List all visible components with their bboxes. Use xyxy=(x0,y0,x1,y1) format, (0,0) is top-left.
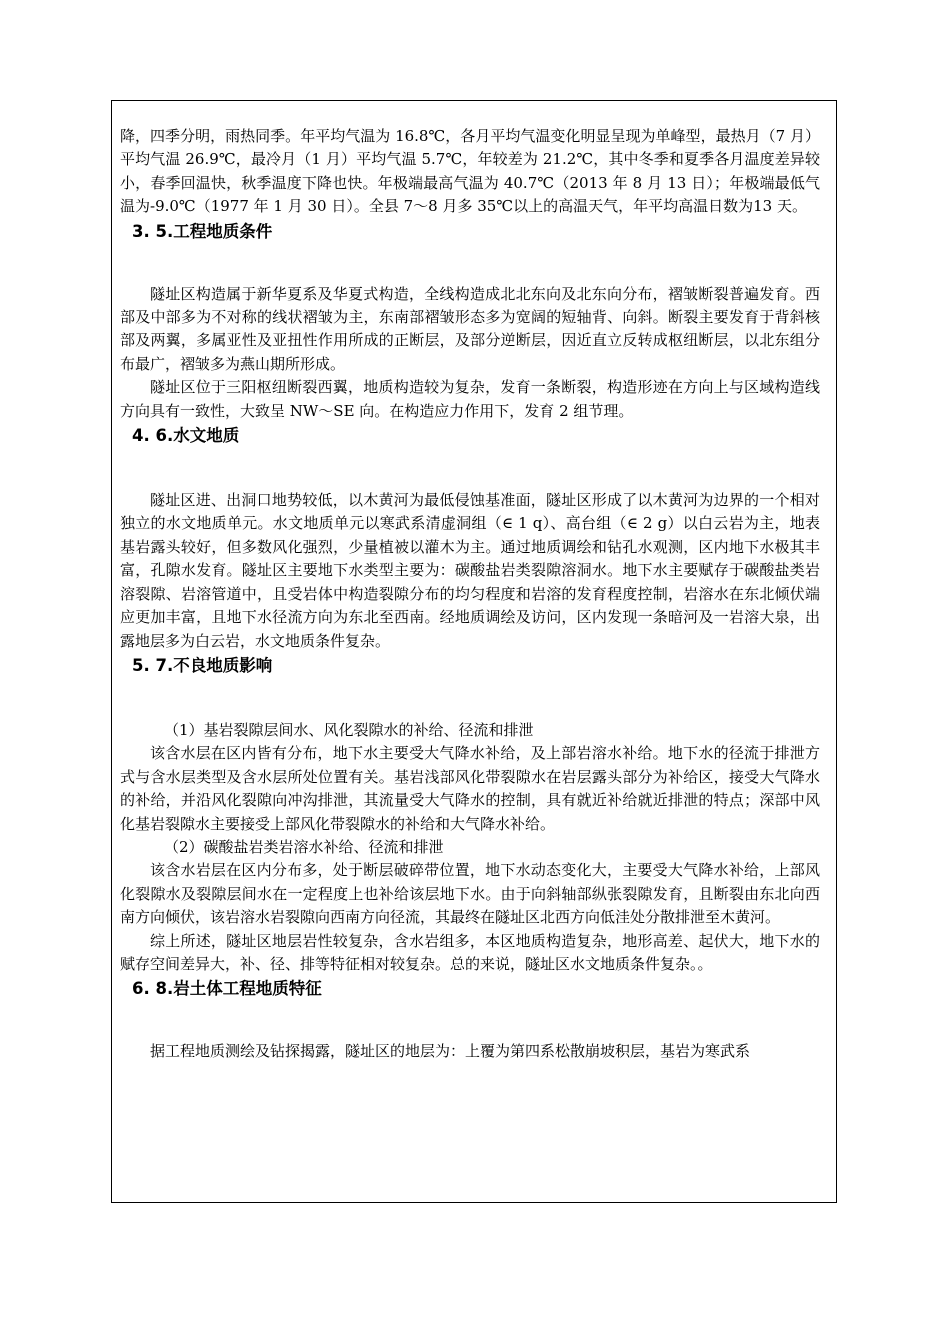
adverse-subtitle-2: （2）碳酸盐岩类岩溶水补给、径流和排泄 xyxy=(164,837,444,856)
spacer xyxy=(120,1002,820,1040)
section-heading-adverse-geology: 5. 7.不良地质影响 xyxy=(132,655,273,675)
section-heading-hydrogeology: 4. 6.水文地质 xyxy=(132,426,240,446)
geology-paragraph-2: 隧址区位于三阳枢纽断裂西翼，地质构造较为复杂，发育一条断裂，构造形迹在方向上与区域构造线方向具有一致性，大致呈 NW～SE 向。在构造应力作用下，发育 2 组节理。 xyxy=(120,378,820,420)
spacer xyxy=(120,449,820,489)
geology-paragraph-1: 隧址区构造属于新华夏系及华夏式构造，全线构造成北北东向及北东向分布，褶皱断裂普遍发育。西部及中部多为不对称的线状褶皱为主，东南部褶皱形态多为宽阔的短轴背、向斜。断裂主要发育于背斜核部及两翼，多属亚性及亚扭性作用所成的正断层，及部分逆断层，因近直立反转成枢纽断层，以北东组分布最广，褶皱多为燕山期所形成。 xyxy=(120,284,820,373)
document-frame xyxy=(111,100,837,1203)
rock-soil-paragraph: 据工程地质测绘及钻探揭露，隧址区的地层为：上覆为第四系松散崩坡积层，基岩为寒武系 xyxy=(150,1042,751,1061)
climate-paragraph: 降，四季分明，雨热同季。年平均气温为 16.8℃，各月平均气温变化明显呈现为单峰型，最热月（7 月）平均气温 26.9℃，最冷月（1 月）平均气温 5.7℃，年较差为 21.2℃，其中冬季和夏季各月温度差异较小，春季回温快，秋季温度下降也快。年极端最高气温为 40.7℃（2013 年 8 月 13 日）；年极端最低气温为-9.0℃（1977 年 1 月 30 日）。全县 7～8 月多 35℃以上的高温天气，年平均高温日数为13 天。 xyxy=(120,127,820,216)
document-content xyxy=(120,125,820,1064)
spacer xyxy=(120,245,820,283)
section-heading-rock-soil: 6. 8.岩土体工程地质特征 xyxy=(132,979,322,999)
adverse-paragraph-1: 该含水层在区内皆有分布，地下水主要受大气降水补给，及上部岩溶水补给。地下水的径流于排泄方式与含水层类型及含水层所处位置有关。基岩浅部风化带裂隙水在岩层露头部分为补给区，接受大气降水的补给，并沿风化裂隙向冲沟排泄，其流量受大气降水的控制，具有就近补给就近排泄的特点；深部中风化基岩裂隙水主要接受上部风化带裂隙水的补给和大气降水补给。 xyxy=(120,744,820,833)
adverse-summary-paragraph: 综上所述，隧址区地层岩性较复杂，含水岩组多，本区地质构造复杂，地形高差、起伏大，地下水的赋存空间差异大，补、径、排等特征相对较复杂。总的来说，隧址区水文地质条件复杂。。 xyxy=(120,931,820,973)
adverse-paragraph-2: 该含水岩层在区内分布多，处于断层破碎带位置，地下水动态变化大，主要受大气降水补给，上部风化裂隙水及裂隙层间水在一定程度上也补给该层地下水。由于向斜轴部纵张裂隙发育，且断裂由东北向西南方向倾伏，该岩溶水岩裂隙向西南方向径流，其最终在隧址区北西方向低洼处分散排泄至木黄河。 xyxy=(120,861,820,927)
adverse-subtitle-1: （1）基岩裂隙层间水、风化裂隙水的补给、径流和排泄 xyxy=(164,720,534,739)
spacer xyxy=(120,679,820,719)
hydrogeology-paragraph: 隧址区进、出洞口地势较低，以木黄河为最低侵蚀基准面，隧址区形成了以木黄河为边界的一个相对独立的水文地质单元。水文地质单元以寒武系清虚洞组（∈ 1 q）、高台组（∈ 2 g）以白云岩为主，地表基岩露头较好，但多数风化强烈，少量植被以灌木为主。通过地质调绘和钻孔水观测，区内地下水极其丰富，孔隙水发育。隧址区主要地下水类型主要为：碳酸盐岩类裂隙溶洞水。地下水主要赋存于碳酸盐类岩溶裂隙、岩溶管道中，且受岩体中构造裂隙分布的均匀程度和岩溶的发育程度控制，岩溶水在东北倾伏端应更加丰富，且地下水径流方向为东北至西南。经地质调绘及访问，区内发现一条暗河及一岩溶大泉，出露地层多为白云岩，水文地质条件复杂。 xyxy=(120,491,820,650)
section-heading-engineering-geology: 3. 5.工程地质条件 xyxy=(132,221,273,241)
